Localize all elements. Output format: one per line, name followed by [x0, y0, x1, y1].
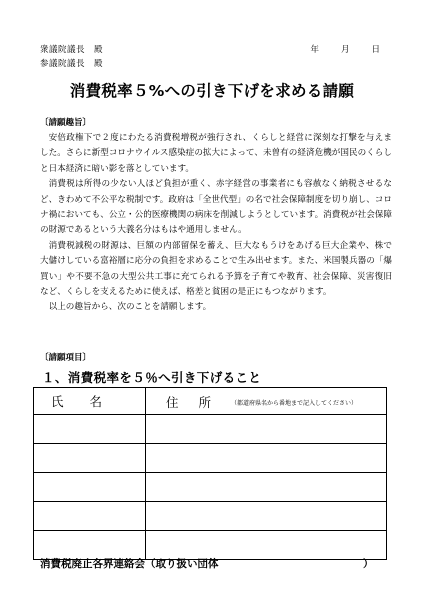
signature-row	[34, 473, 387, 502]
address-cell[interactable]	[146, 444, 387, 473]
signature-table	[33, 387, 387, 560]
handling-organization: 消費税廃止各界連絡会（取り扱い団体	[40, 558, 219, 570]
address-header-label: 住所	[166, 394, 232, 410]
address-cell[interactable]	[146, 415, 387, 444]
name-column-header: 氏名	[34, 388, 146, 415]
petition-item: １、消費税率を５％へ引き下げること	[42, 370, 262, 385]
name-cell[interactable]	[34, 473, 146, 502]
purpose-paragraph: 消費税は所得の少ない人ほど負担が重く、赤字経営の事業者にも容赦なく納税させるなど、きわめて不公平な税制です。政府は「全世代型」の名で社会保障制度を切り崩し、コロナ禍においても、公立・公的医療機関の病床を削減しようとしています。消費税が社会保障の財源であるという大義名分はもはや通用しません。	[40, 179, 392, 236]
name-cell[interactable]	[34, 415, 146, 444]
name-cell[interactable]	[34, 502, 146, 531]
purpose-paragraph: 安倍政権下で２度にわたる消費税増税が強行され、くらしと経営に深刻な打撃を与えました。さらに新型コロナウイルス感染症の拡大によって、未曽有の経済危機が国民のくらしと日本経済に暗い影を落としています。	[40, 133, 392, 174]
page-title: 消費税率５%への引き下げを求める請願	[69, 82, 355, 100]
date-line	[288, 43, 380, 55]
purpose-paragraph: 以上の趣旨から、次のことを請願します。	[48, 302, 212, 313]
signature-header-row	[34, 388, 387, 415]
name-cell[interactable]	[34, 444, 146, 473]
date-year: 年	[310, 45, 319, 55]
signature-row	[34, 502, 387, 531]
address-header-note: （都道府県名から番地まで記入してください）	[231, 399, 358, 407]
purpose-paragraph: 消費税減税の財源は、巨額の内部留保を蓄え、巨大なもうけをあげる巨大企業や、株で大儲けしている富裕層に応分の負担を求めることで生み出せます。また、米国製兵器の「爆買い」や不要不急の大型公共工事に充てられる予算を子育てや教育、社会保障、災害復旧など、くらしを支えるために使えば、格差と貧困の是正にもつながります。	[40, 240, 392, 298]
handling-organization-close: ）	[363, 558, 374, 570]
date-month: 月	[340, 45, 350, 55]
items-heading: 〔請願項目〕	[40, 353, 92, 363]
address-cell[interactable]	[146, 502, 387, 531]
signature-row	[34, 415, 387, 444]
address-cell[interactable]	[146, 473, 387, 502]
signature-row	[34, 444, 387, 473]
purpose-heading: 〔請願趣旨〕	[40, 118, 92, 128]
purpose-body	[40, 131, 392, 316]
date-day: 日	[371, 45, 380, 55]
recipient-lower-house: 衆議院議長 殿	[40, 45, 104, 55]
recipient-upper-house: 参議院議長 殿	[40, 59, 104, 69]
address-column-header	[146, 388, 387, 415]
